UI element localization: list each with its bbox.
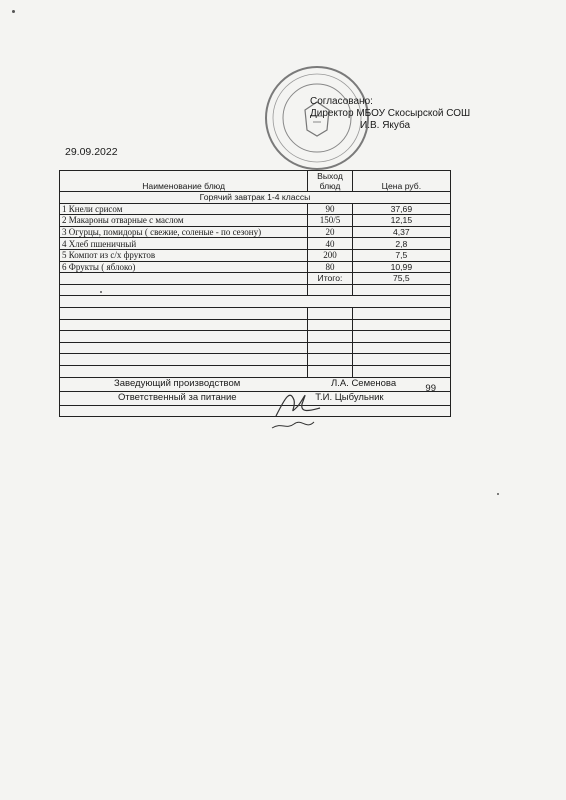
dish-name: 1 Кнели срисом [60, 203, 308, 215]
production-head-name: Л.А. Семенова [330, 378, 397, 389]
total-value: 75,5 [352, 273, 450, 285]
dish-output: 150/5 [308, 215, 352, 227]
signature-scribble [268, 386, 328, 434]
total-row [60, 273, 451, 285]
section-title: Горячий завтрак 1-4 классы [60, 192, 451, 204]
dish-name: 2 Макароны отварные с маслом [60, 215, 308, 227]
empty-row [60, 331, 451, 343]
empty-cell [60, 273, 308, 285]
signature-row [60, 377, 451, 391]
approval-director: Директор МБОУ Скосырской СОШ [310, 108, 471, 119]
empty-row [60, 296, 451, 308]
production-head-role: Заведующий производством [114, 378, 241, 389]
header-name: Наименование блюд [60, 171, 308, 192]
header-output: Выход блюд [308, 171, 352, 192]
dish-price: 2,8 [352, 238, 450, 250]
document-date: 29.09.2022 [65, 146, 118, 158]
dish-name: 4 Хлеб пшеничный [60, 238, 308, 250]
side-number: 99 [425, 382, 436, 394]
dish-price: 37,69 [352, 203, 450, 215]
table-row [60, 261, 451, 273]
dish-output: 80 [308, 261, 352, 273]
corner-mark [12, 10, 15, 13]
dish-output: 40 [308, 238, 352, 250]
menu-table [59, 170, 451, 417]
empty-row [60, 365, 451, 377]
table-row [60, 215, 451, 227]
dish-name: 3 Огурцы, помидоры ( свежие, соленые - по сезону) [60, 226, 308, 238]
dish-name: 5 Компот из с/х фруктов [60, 249, 308, 261]
dish-output: 200 [308, 249, 352, 261]
dish-output: 90 [308, 203, 352, 215]
speck [497, 493, 499, 495]
section-row [60, 192, 451, 204]
nutrition-manager-name: Т.И. Цыбульник [315, 392, 384, 403]
empty-row [60, 307, 451, 319]
dish-price: 7,5 [352, 249, 450, 261]
dish-price: 4,37 [352, 226, 450, 238]
empty-row [60, 319, 451, 331]
dish-price: 12,15 [352, 215, 450, 227]
speck [100, 291, 102, 293]
header-price: Цена руб. [352, 171, 450, 192]
table-row [60, 226, 451, 238]
approval-name: И.В. Якуба [360, 120, 411, 131]
dish-name: 6 Фрукты ( яблоко) [60, 261, 308, 273]
table-row [60, 249, 451, 261]
table-row [60, 203, 451, 215]
table-row [60, 238, 451, 250]
nutrition-manager-role: Ответственный за питание [118, 392, 237, 403]
empty-row [60, 405, 451, 417]
header-row [60, 171, 451, 192]
approval-title: Согласовано: [310, 96, 373, 107]
empty-row [60, 284, 451, 296]
signature-row [60, 391, 451, 405]
dish-output: 20 [308, 226, 352, 238]
total-label: Итого: [308, 273, 352, 285]
dish-price: 10,99 [352, 261, 450, 273]
empty-row [60, 342, 451, 354]
approval-block [310, 96, 470, 132]
empty-row [60, 354, 451, 366]
